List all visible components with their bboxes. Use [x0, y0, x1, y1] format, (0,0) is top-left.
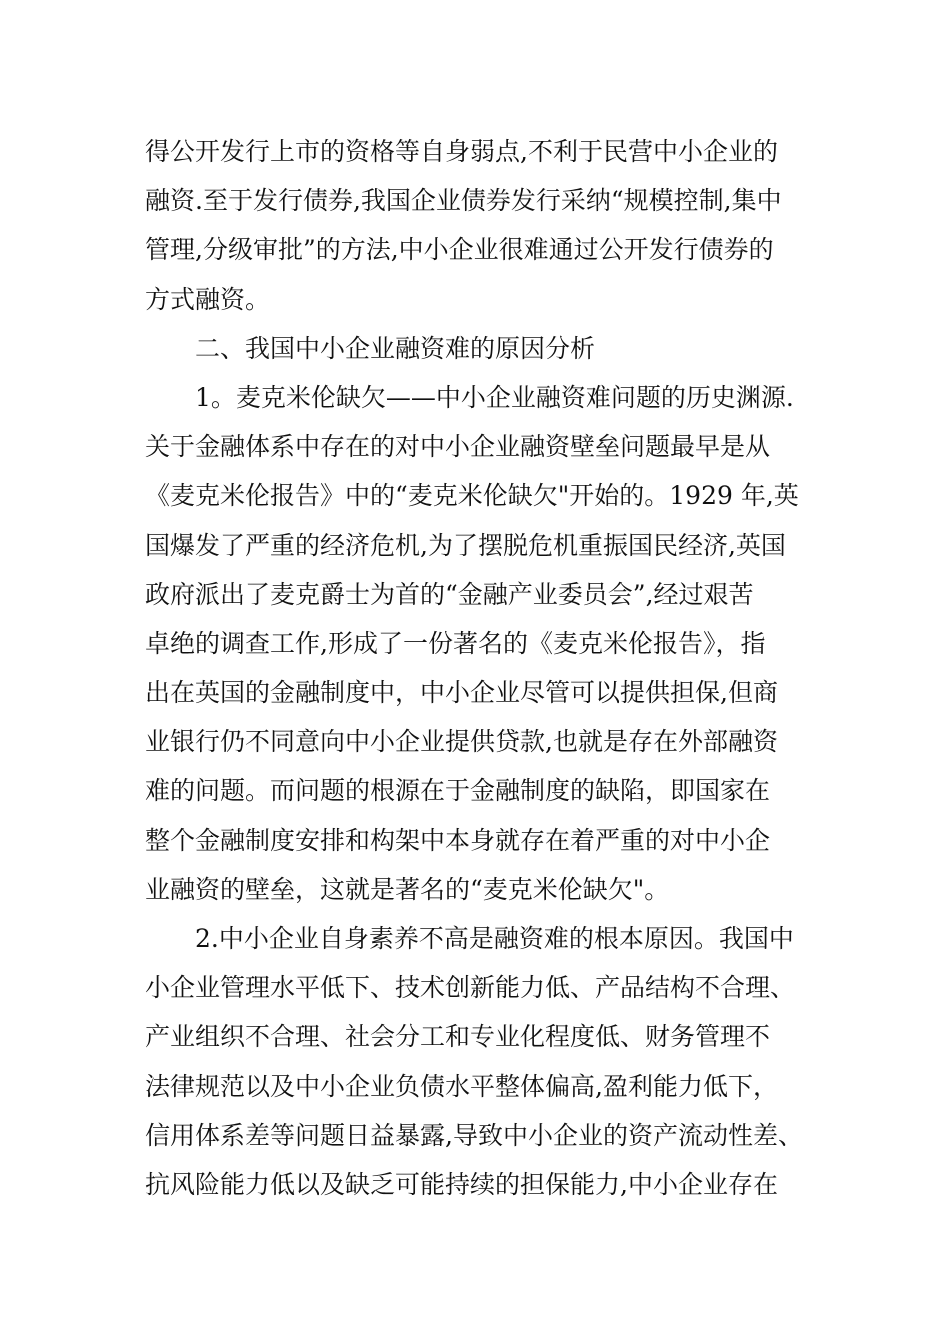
text-line: 1。麦克米伦缺欠——中小企业融资难问题的历史渊源. [195, 382, 794, 412]
section-heading: 二、我国中小企业融资难的原因分析 [195, 333, 596, 363]
text-line: 2.中小企业自身素养不高是融资难的根本原因。我国中 [195, 924, 794, 953]
text-line: 整个金融制度安排和构架中本身就存在着严重的对中小企 [145, 825, 771, 855]
text-line: 融资.至于发行债券,我国企业债券发行采纳“规模控制,集中 [145, 186, 782, 216]
text-line: 出在英国的金融制度中，中小企业尽管可以提供担保,但商 [145, 678, 778, 708]
text-line: 《麦克米伦报告》中的“麦克米伦缺欠"开始的。1929 年,英 [145, 481, 799, 511]
text-line: 难的问题。而问题的根源在于金融制度的缺陷，即国家在 [145, 776, 771, 806]
text-line: 业融资的壁垒，这就是著名的“麦克米伦缺欠"。 [145, 874, 670, 904]
text-line: 业银行仍不同意向中小企业提供贷款,也就是存在外部融资 [145, 727, 778, 757]
text-line: 管理,分级审批”的方法,中小企业很难通过公开发行债券的 [145, 235, 774, 265]
text-line: 卓绝的调查工作,形成了一份著名的《麦克米伦报告》，指 [145, 628, 766, 658]
text-line: 抗风险能力低以及缺乏可能持续的担保能力,中小企业存在 [145, 1169, 778, 1199]
text-line: 小企业管理水平低下、技术创新能力低、产品结构不合理、 [145, 973, 796, 1003]
text-line: 法律规范以及中小企业负债水平整体偏高,盈利能力低下， [145, 1071, 778, 1101]
text-line: 信用体系差等问题日益暴露,导致中小企业的资产流动性差、 [145, 1120, 803, 1150]
text-line: 关于金融体系中存在的对中小企业融资壁垒问题最早是从 [145, 432, 771, 462]
text-line: 国爆发了严重的经济危机,为了摆脱危机重振国民经济,英国 [145, 530, 786, 560]
text-line: 政府派出了麦克爵士为首的“金融产业委员会”,经过艰苦 [145, 579, 754, 609]
body-text [145, 127, 810, 1209]
text-line: 方式融资。 [145, 284, 271, 314]
text-line: 产业组织不合理、社会分工和专业化程度低、财务管理不 [145, 1022, 771, 1052]
text-line: 得公开发行上市的资格等自身弱点,不利于民营中小企业的 [145, 137, 778, 166]
